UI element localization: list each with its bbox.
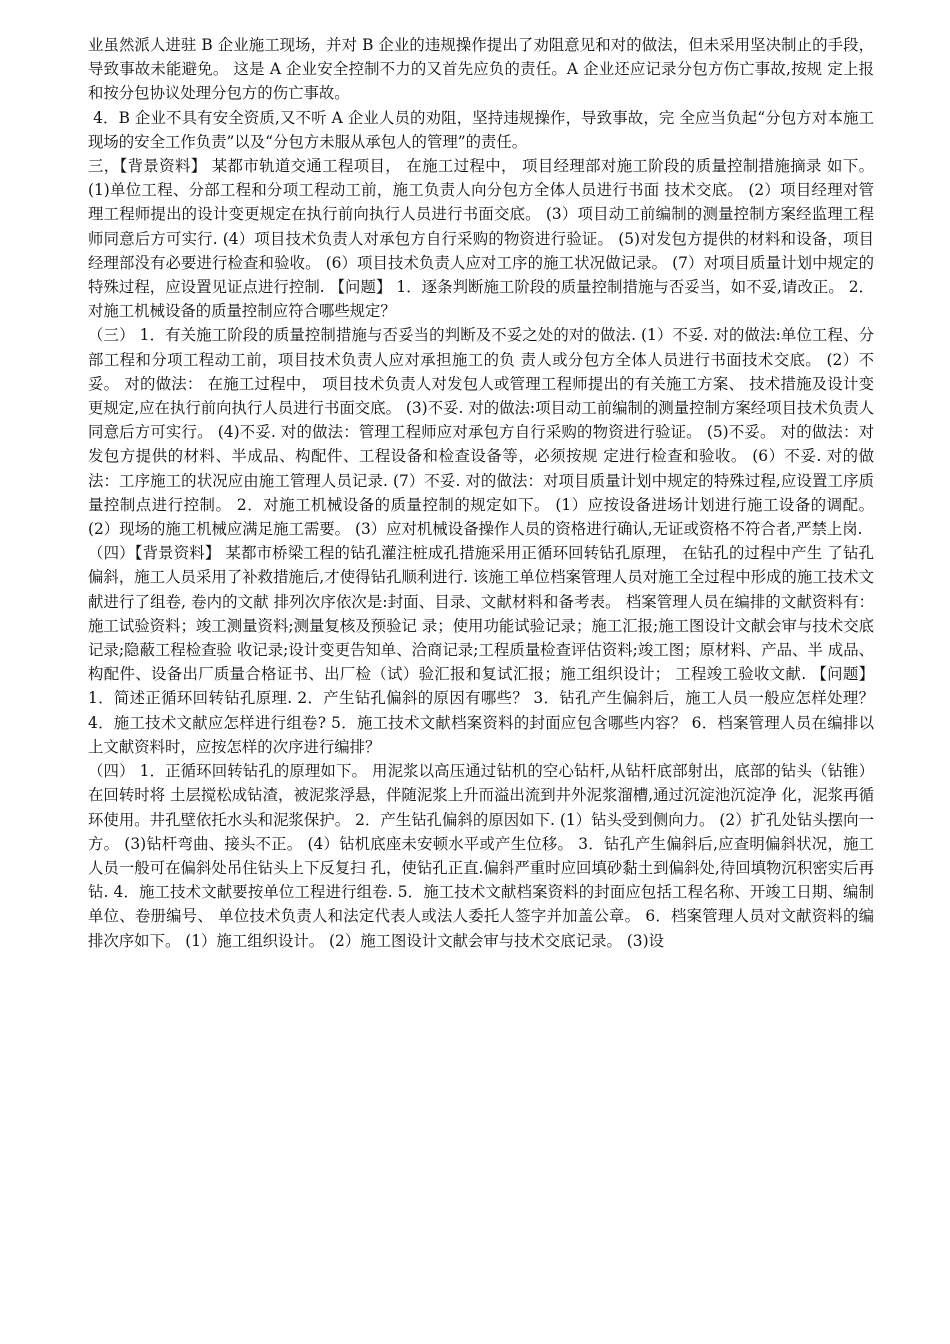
paragraph-case-three-answers: （三） 1．有关施工阶段的质量控制措施与否妥当的判断及不妥之处的对的做法. (1）不妥. 对的做法:单位工程、分部工程和分项工程动工前，项目技术负责人应对承担施工的负 责人或分包方全体人员进行书面技术交底。 (2）不妥。 对的做法： 在施工过程中， 项目技术负责人对发包人或管理工程师提出的有关施工方案、 技术措施及设计变更规定,应在执行前向执行人员进行书面交底。 (3)不妥. 对的做法:项目动工前编制的测量控制方案经项目技术负责人同意后方可实行。 (4)不妥. 对的做法：管理工程师应对承包方自行采购的物资进行验证。 (5)不妥。 对的做法：对发包方提供的材料、半成品、构配件、工程设备和检查设备等，必须按规 定进行检查和验收。 (6）不妥. 对的做法：工序施工的状况应由施工管理人员记录. (7）不妥. 对的做法：对项目质量计划中规定的特殊过程,应设置工序质量控制点进行控制。 2．对施工机械设备的质量控制的规定如下。 (1）应按设备进场计划进行施工设备的调配。 (2）现场的施工机械应满足施工需要。 (3）应对机械设备操作人员的资格进行确认,无证或资格不符合者,严禁上岗. (88, 326, 879, 539)
paragraph-case-four-background: （四）【背景资料】 某都市桥梁工程的钻孔灌注桩成孔措施采用正循环回转钻孔原理， 在钻孔的过程中产生 了钻孔偏斜，施工人员采用了补救措施后,才使得钻孔顺利进行. 该施工单位档案管理人员对施工全过程中形成的施工技术文献进行了组卷, 卷内的文献 排列次序依次是:封面、目录、文献材料和备考表。 档案管理人员在编排的文献资料有：施工试验资料；竣工测量资料;测量复核及预验记 录；使用功能试验记录；施工汇报;施工图设计文献会审与技术交底记录;隐蔽工程检查验 收记录;设计变更告知单、洽商记录;工程质量检查评估资料;竣工图；原材料、产品、半 成品、构配件、设备出厂质量合格证书、出厂检（试）验汇报和复试汇报；施工组织设计； 工程竣工验收文献. 【问题】 1．简述正循环回转钻孔原理. 2．产生钻孔偏斜的原因有哪些？ 3．钻孔产生偏斜后，施工人员一般应怎样处理？ 4．施工技术文献应怎样进行组卷? 5．施工技术文献档案资料的封面应包含哪些内容？ 6．档案管理人员在编排以上文献资料时，应按怎样的次序进行编排？ (88, 544, 879, 756)
paragraph-case-three-background: 三，【背景资料】 某都市轨道交通工程项目， 在施工过程中， 项目经理部对施工阶段的质量控制措施摘录 如下。 (1)单位工程、分部工程和分项工程动工前，施工负责人向分包方全体人员进行书面 技术交底。 (2）项目经理对管理工程师提出的设计变更规定在执行前向执行人员进行书面交底。 (3）项目动工前编制的测量控制方案经监理工程师同意后方可实行. (4）项目技术负责人对承包方自行采购的物资进行验证。 (5)对发包方提供的材料和设备，项目经理部没有必要进行检查和验收。 (6）项目技术负责人应对工序的施工状况做记录。 (7）对项目质量计划中规定的特殊过程，应设置见证点进行控制. 【问题】 1．逐条判断施工阶段的质量控制措施与否妥当，如不妥,请改正。 2．对施工机械设备的质量控制应符合哪些规定？ (88, 157, 879, 321)
paragraph-case-four-answers: （四） 1．正循环回转钻孔的原理如下。 用泥浆以高压通过钻机的空心钻杆,从钻杆底部射出，底部的钻头（钻锥）在回转时将 土层搅松成钻渣，被泥浆浮悬，伴随泥浆上升而溢出流到井外泥浆溜槽,通过沉淀池沉淀净 化，泥浆再循环使用。井孔壁依托水头和泥浆保护。 2．产生钻孔偏斜的原因如下. (1）钻头受到侧向力。 (2）扩孔处钻头摆向一方。 (3)钻杆弯曲、接头不正。 (4）钻机底座未安顿水平或产生位移。 3．钻孔产生偏斜后,应查明偏斜状况，施工人员一般可在偏斜处吊住钻头上下反复扫 孔，使钻孔正直.偏斜严重时应回填砂黏土到偏斜处,待回填物沉积密实后再钻. 4．施工技术文献要按单位工程进行组卷. 5．施工技术文献档案资料的封面应包括工程名称、开竣工日期、编制单位、卷册编号、 单位技术负责人和法定代表人或法人委托人签字并加盖公章。 6．档案管理人员对文献资料的编排次序如下。 (1）施工组织设计。 (2）施工图设计文献会审与技术交底记录。 (3)设 (88, 762, 874, 950)
paragraph-safety-responsibility-a: 业虽然派人进驻 B 企业施工现场，并对 B 企业的违规操作提出了劝阻意见和对的做法，但未采用坚决制止的手段， 导致事故未能避免。 这是 A 企业安全控制不力的又首先应负的责任。A 企业还应记录分包方伤亡事故,按规 定上报和按分包协议处理分包方的伤亡事故。 (88, 36, 879, 103)
paragraph-safety-responsibility-b: 4．B 企业不具有安全资质,又不听 A 企业人员的劝阻，坚持违规操作，导致事故，完 全应当负起“分包方对本施工现场的安全工作负责”以及“分包方未服从承包人的管理”的责任。 (88, 108, 874, 151)
